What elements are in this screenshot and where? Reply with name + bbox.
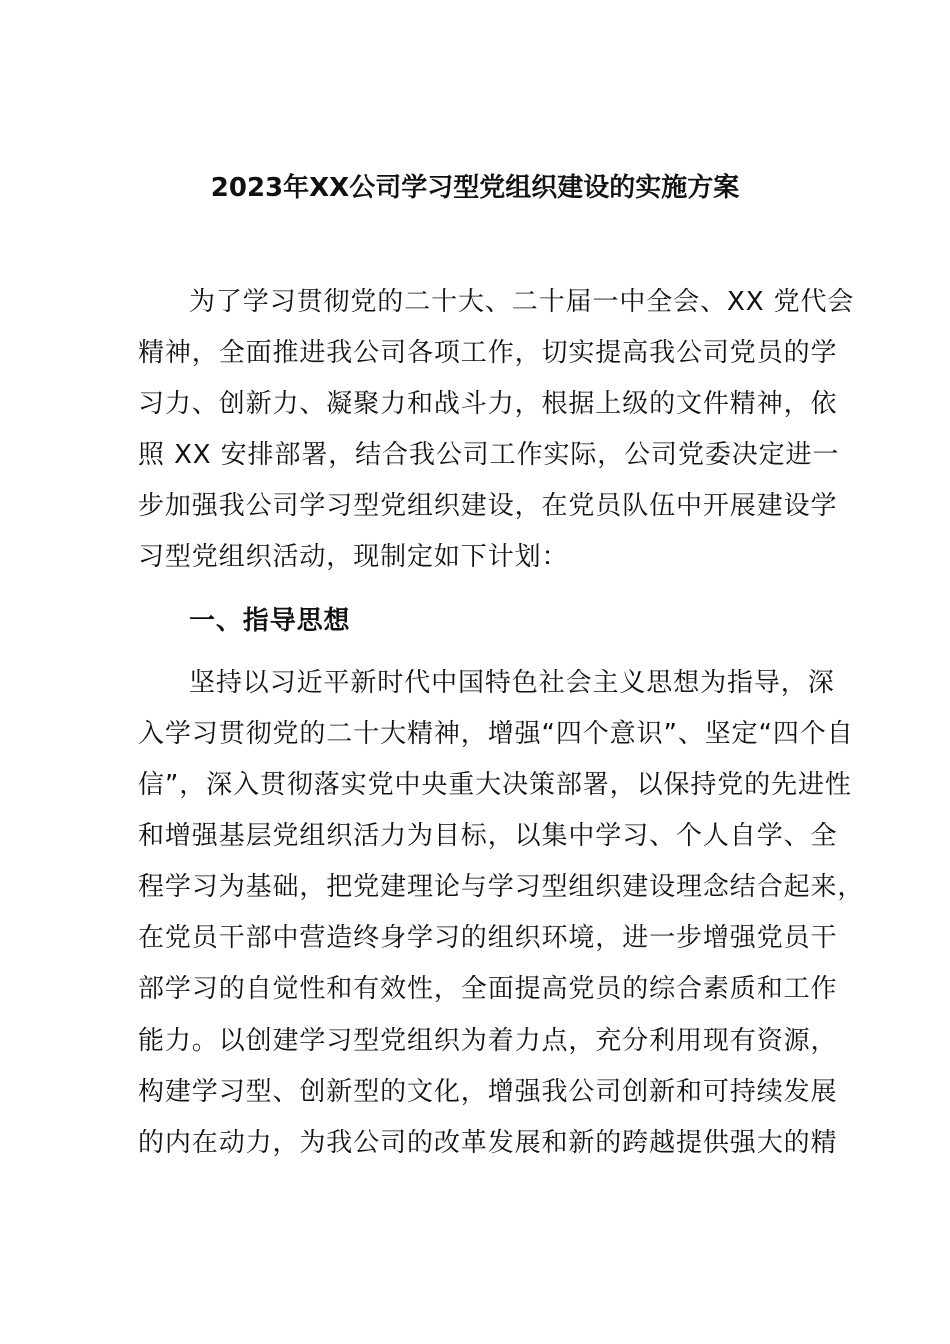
paragraph-line: 入学习贯彻党的二十大精神，增强“四个意识”、坚定“四个自 xyxy=(138,719,854,749)
paragraph-line: 程学习为基础，把党建理论与学习型组织建设理念结合起来， xyxy=(138,872,865,902)
paragraph-line: 习力、创新力、凝聚力和战斗力，根据上级的文件精神，依 xyxy=(138,389,838,419)
paragraph-line: 和增强基层党组织活力为目标，以集中学习、个人自学、全 xyxy=(138,821,838,851)
paragraph-line: 照 XX 安排部署，结合我公司工作实际，公司党委决定进一 xyxy=(138,440,840,470)
paragraph-line: 精神，全面推进我公司各项工作，切实提高我公司党员的学 xyxy=(138,338,838,368)
paragraph-line: 能力。以创建学习型党组织为着力点，充分利用现有资源， xyxy=(138,1026,838,1056)
paragraph-line: 坚持以习近平新时代中国特色社会主义思想为指导，深 xyxy=(189,668,835,698)
paragraph-line: 为了学习贯彻党的二十大、二十届一中全会、XX 党代会 xyxy=(189,287,855,317)
paragraph-line: 部学习的自觉性和有效性，全面提高党员的综合素质和工作 xyxy=(138,974,838,1004)
paragraph-line: 的内在动力，为我公司的改革发展和新的跨越提供强大的精 xyxy=(138,1128,838,1158)
document-title: 2023年XX公司学习型党组织建设的实施方案 xyxy=(210,173,740,203)
section-heading: 一、指导思想 xyxy=(189,606,351,636)
paragraph-line: 构建学习型、创新型的文化，增强我公司创新和可持续发展 xyxy=(138,1077,838,1107)
paragraph-line: 步加强我公司学习型党组织建设，在党员队伍中开展建设学 xyxy=(138,491,838,521)
paragraph-line: 在党员干部中营造终身学习的组织环境，进一步增强党员干 xyxy=(138,923,838,953)
paragraph-line: 信”，深入贯彻落实党中央重大决策部署，以保持党的先进性 xyxy=(138,770,852,800)
paragraph-line: 习型党组织活动，现制定如下计划： xyxy=(138,542,569,572)
